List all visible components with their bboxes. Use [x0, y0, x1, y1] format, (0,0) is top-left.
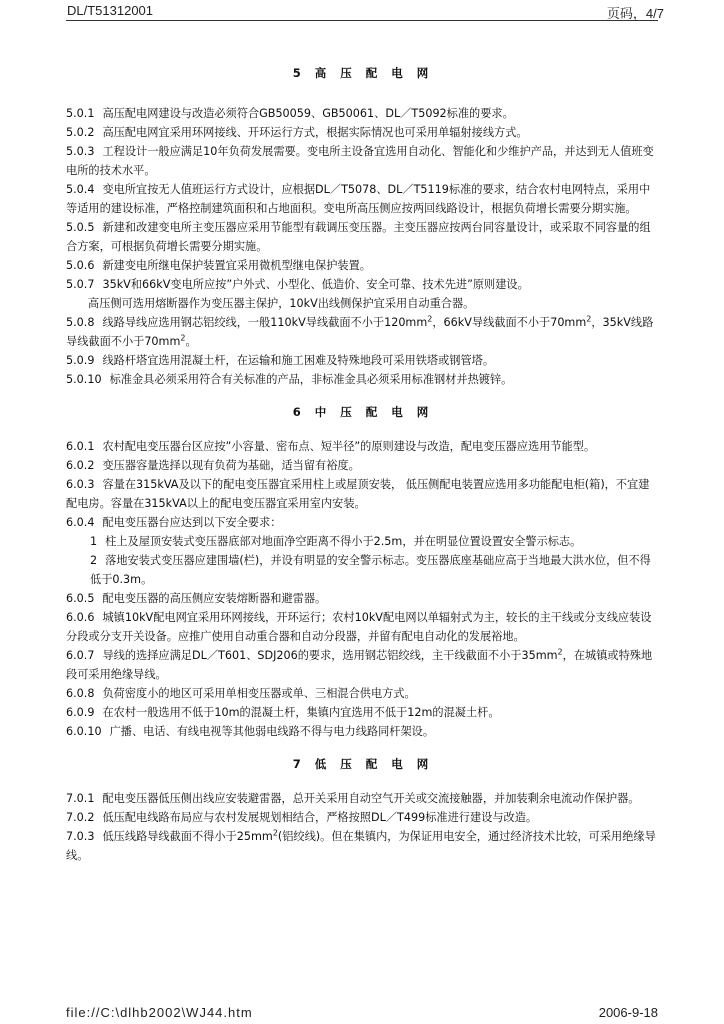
- section-7: [66, 789, 660, 865]
- clause-text: 高压配电网建设与改造必须符合GB50059、GB50061、DL／T5092标准的要求。: [102, 107, 514, 120]
- clause-number: 7.0.2: [66, 811, 95, 824]
- clause-text: 低压配电线路布局应与农村发展规划相结合，严格按照DL／T499标准进行建设与改造。: [102, 811, 538, 824]
- clause-text: 广播、电话、有线电视等其他弱电线路不得与电力线路同杆架设。: [109, 725, 435, 738]
- paragraph-5-0-7-continued: [66, 294, 660, 313]
- superscript: 2: [180, 333, 186, 343]
- clause-text: ，在城镇或特殊地段可采用绝缘导线。: [66, 649, 653, 681]
- clause-number: 5.0.4: [66, 183, 95, 196]
- section-title-6: 6 中 压 配 电 网: [292, 405, 434, 419]
- header-divider: [66, 20, 658, 21]
- clause-text: ，35kV线路导线截面不小于70mm: [66, 316, 654, 348]
- clause-text: ，66kV导线截面不小于70mm: [432, 316, 587, 329]
- paragraph-5-0-1: [66, 104, 660, 123]
- superscript: 2: [427, 314, 433, 324]
- paragraph-5-0-10: [66, 370, 660, 389]
- paragraph-5-0-6: [66, 256, 660, 275]
- clause-text: 新建变电所继电保护装置宜采用微机型继电保护装置。: [102, 259, 371, 272]
- paragraph-6-0-7: [66, 646, 660, 684]
- clause-text: 配电变压器台应达到以下安全要求：: [102, 516, 282, 529]
- item-number: 1: [90, 535, 98, 548]
- clause-number: 6.0.1: [66, 440, 95, 453]
- clause-number: 5.0.6: [66, 259, 95, 272]
- clause-number: 6.0.9: [66, 706, 95, 719]
- superscript: 2: [586, 314, 592, 324]
- paragraph-6-0-8: [66, 684, 660, 703]
- clause-text: 配电变压器低压侧出线应安装避雷器，总开关采用自动空气开关或交流接触器，并加装剩余电流动作保护器。: [102, 792, 640, 805]
- clause-text: 变压器容量选择以现有负荷为基础，适当留有裕度。: [102, 459, 360, 472]
- clause-number: 5.0.2: [66, 126, 95, 139]
- clause-text: 负荷密度小的地区可采用单相变压器或单、三相混合供电方式。: [102, 687, 416, 700]
- clause-number: 5.0.7: [66, 278, 95, 291]
- clause-number: 6.0.4: [66, 516, 95, 529]
- clause-text: 城镇10kV配电网宜采用环网接线，开环运行；农村10kV配电网以单辐射式为主，较长的主干线或分支线应装设分段或分支开关设备。应推广使用自动重合器和自动分段器，并留有配电自动化的发展裕地。: [66, 611, 652, 643]
- paragraph-6-0-9: [66, 703, 660, 722]
- document-body: [66, 64, 660, 865]
- clause-number: 6.0.5: [66, 592, 95, 605]
- clause-number: 5.0.8: [66, 316, 95, 329]
- paragraph-6-0-4-item-1: [66, 532, 660, 551]
- clause-text: 标准金具必须采用符合有关标准的产品，非标准金具必须采用标准钢材并热镀锌。: [109, 373, 513, 386]
- item-number: 2: [90, 554, 98, 567]
- clause-text: 落地安装式变压器应建围墙(栏)，并设有明显的安全警示标志。变压器底座基础应高于当地最大洪水位，但不得低于0.3m。: [90, 554, 651, 586]
- section-6: [66, 437, 660, 741]
- clause-text: 变电所宜按无人值班运行方式设计，应根据DL／T5078、DL／T5119标准的要求，结合农村电网特点，采用中等适用的建设标准，严格控制建筑面积和占地面积。变电所高压侧应按两回线路设计，根据负荷增长需要分期实施。: [66, 183, 651, 215]
- page-number: 页码，4/7: [606, 6, 664, 21]
- clause-number: 6.0.2: [66, 459, 95, 472]
- clause-number: 6.0.7: [66, 649, 95, 662]
- paragraph-5-0-8: [66, 313, 660, 351]
- clause-number: 6.0.3: [66, 478, 95, 491]
- paragraph-6-0-4-item-2: [66, 551, 660, 589]
- superscript: 2: [557, 647, 563, 657]
- paragraph-6-0-1: [66, 437, 660, 456]
- paragraph-7-0-2: [66, 808, 660, 827]
- clause-number: 5.0.5: [66, 221, 95, 234]
- clause-number: 7.0.1: [66, 792, 95, 805]
- document-code: DL/T51312001: [67, 3, 154, 18]
- clause-text: 导线的选择应满足DL／T601、SDJ206的要求，选用钢芯铝绞线，主干线截面不小于35mm: [102, 649, 558, 662]
- clause-text: 35kV和66kV变电所应按”户外式、小型化、低造价、安全可靠、技术先进”原则建设。: [102, 278, 529, 291]
- file-path: file://C:\dlhb2002\WJ44.htm: [66, 1005, 253, 1020]
- clause-text: (铝绞线)。但在集镇内，为保证用电安全，通过经济技术比较，可采用绝缘导线。: [66, 830, 656, 862]
- clause-text: 高压侧可选用熔断器作为变压器主保护，10kV出线侧保护宜采用自动重合器。: [88, 297, 475, 310]
- print-date: 2006-9-18: [598, 1005, 658, 1020]
- clause-text: 。: [185, 335, 197, 348]
- superscript: 2: [272, 828, 278, 838]
- clause-number: 5.0.10: [66, 373, 102, 386]
- paragraph-6-0-2: [66, 456, 660, 475]
- clause-text: 高压配电网宜采用环网接线、开环运行方式，根据实际情况也可采用单辐射接线方式。: [102, 126, 528, 139]
- paragraph-6-0-4: [66, 513, 660, 532]
- paragraph-6-0-5: [66, 589, 660, 608]
- clause-text: 柱上及屋顶安装式变压器底部对地面净空距离不得小于2.5m，并在明显位置设置安全警示标志。: [105, 535, 582, 548]
- clause-text: 新建和改建变电所主变压器应采用节能型有载调压变压器。主变压器应按两台同容量设计，或采取不同容量的组合方案，可根据负荷增长需要分期实施。: [66, 221, 651, 253]
- clause-number: 7.0.3: [66, 830, 95, 843]
- clause-number: 5.0.1: [66, 107, 95, 120]
- paragraph-7-0-3: [66, 827, 660, 865]
- paragraph-7-0-1: [66, 789, 660, 808]
- clause-text: 配电变压器的高压侧应安装熔断器和避雷器。: [102, 592, 327, 605]
- clause-text: 农村配电变压器台区应按”小容量、密布点、短半径”的原则建设与改造，配电变压器应选用节能型。: [102, 440, 596, 453]
- clause-text: 低压线路导线截面不得小于25mm: [102, 830, 273, 843]
- paragraph-6-0-3: [66, 475, 660, 513]
- paragraph-5-0-9: [66, 351, 660, 370]
- clause-number: 6.0.6: [66, 611, 95, 624]
- paragraph-6-0-6: [66, 608, 660, 646]
- paragraph-6-0-10: [66, 722, 660, 741]
- paragraph-5-0-2: [66, 123, 660, 142]
- paragraph-5-0-5: [66, 218, 660, 256]
- clause-number: 5.0.9: [66, 354, 95, 367]
- paragraph-5-0-4: [66, 180, 660, 218]
- section-title-7: 7 低 压 配 电 网: [292, 757, 434, 771]
- clause-text: 工程设计一般应满足10年负荷发展需要。变电所主设备宜选用自动化、智能化和少维护产品，并达到无人值班变电所的技术水平。: [66, 145, 654, 177]
- paragraph-5-0-7: [66, 275, 660, 294]
- clause-text: 容量在315kVA及以下的配电变压器宜采用柱上或屋顶安装， 低压侧配电装置应选用多功能配电柜(箱)，不宜建配电房。容量在315kVA以上的配电变压器宜采用室内安装。: [66, 478, 650, 510]
- clause-number: 6.0.8: [66, 687, 95, 700]
- clause-number: 5.0.3: [66, 145, 95, 158]
- clause-number: 6.0.10: [66, 725, 102, 738]
- paragraph-5-0-3: [66, 142, 660, 180]
- section-title-5: 5 高 压 配 电 网: [292, 66, 434, 80]
- clause-text: 在农村一般选用不低于10m的混凝土杆，集镇内宜选用不低于12m的混凝土杆。: [102, 706, 500, 719]
- section-5: [66, 104, 660, 389]
- clause-text: 线路导线应选用钢芯铝绞线，一般110kV导线截面不小于120mm: [102, 316, 428, 329]
- clause-text: 线路杆塔宜选用混凝土杆，在运输和施工困难及特殊地段可采用铁塔或钢管塔。: [102, 354, 495, 367]
